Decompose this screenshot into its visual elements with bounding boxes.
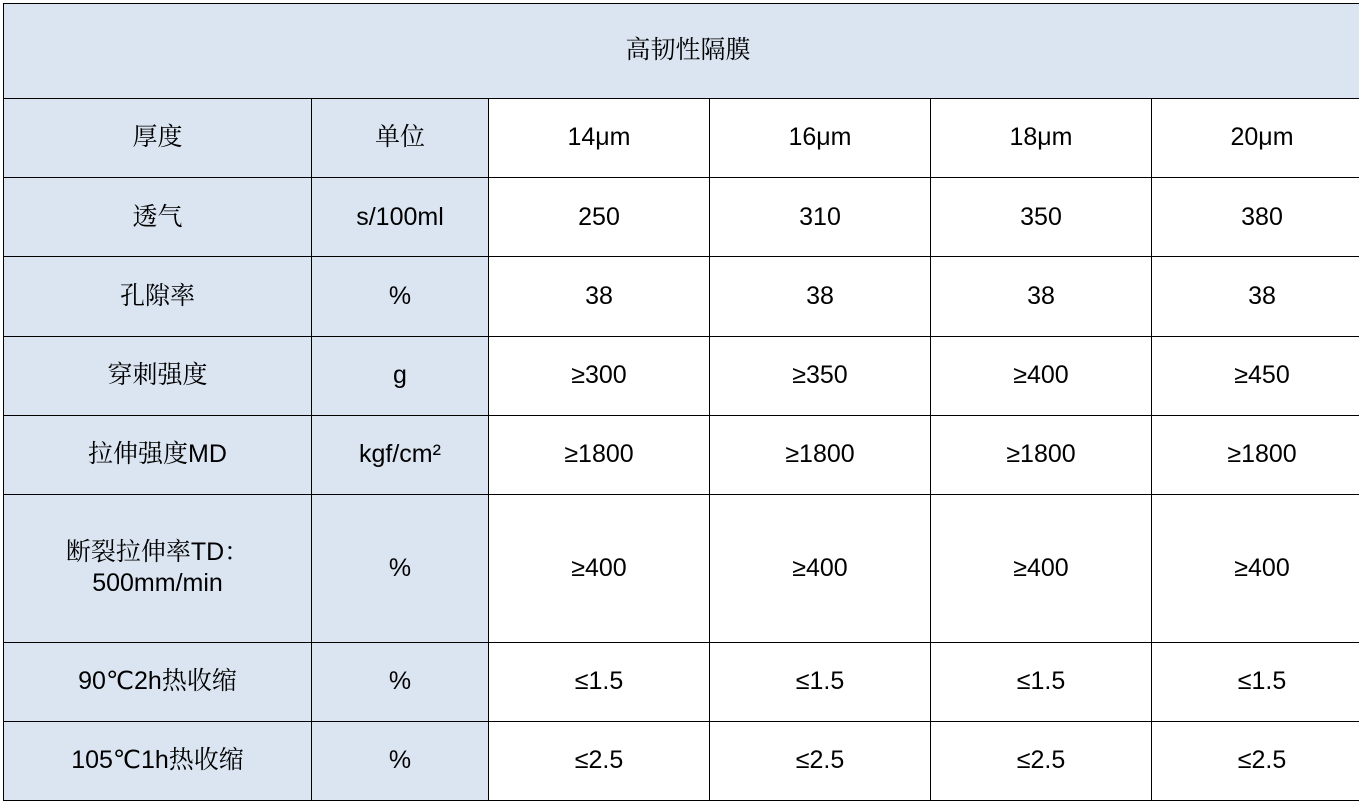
row-label: 105℃1h热收缩 xyxy=(4,721,312,800)
row-value: 38 xyxy=(710,257,931,336)
row-unit: s/100ml xyxy=(312,178,489,257)
row-label: 透气 xyxy=(4,178,312,257)
table-row xyxy=(4,336,1359,415)
row-value: ≥350 xyxy=(710,336,931,415)
row-value: ≤2.5 xyxy=(489,721,710,800)
row-label: 穿刺强度 xyxy=(4,336,312,415)
row-value: 350 xyxy=(931,178,1152,257)
row-unit: % xyxy=(312,495,489,643)
row-value: ≤2.5 xyxy=(710,721,931,800)
row-label: 孔隙率 xyxy=(4,257,312,336)
row-value: 38 xyxy=(489,257,710,336)
table-title: 高韧性隔膜 xyxy=(4,4,1359,99)
table-row xyxy=(4,642,1359,721)
row-value: ≤2.5 xyxy=(1152,721,1359,800)
table-row xyxy=(4,178,1359,257)
header-unit-label: 单位 xyxy=(312,99,489,178)
row-value: ≥1800 xyxy=(489,415,710,494)
table-row xyxy=(4,415,1359,494)
header-column-16um: 16μm xyxy=(710,99,931,178)
header-column-20um: 20μm xyxy=(1152,99,1359,178)
row-value: ≥1800 xyxy=(710,415,931,494)
table-row xyxy=(4,721,1359,800)
row-value: ≥400 xyxy=(931,336,1152,415)
row-label: 断裂拉伸率TD：500mm/min xyxy=(4,495,312,643)
table-header-row xyxy=(4,99,1359,178)
table-row xyxy=(4,257,1359,336)
header-column-18um: 18μm xyxy=(931,99,1152,178)
row-value: ≤1.5 xyxy=(710,642,931,721)
row-value: 250 xyxy=(489,178,710,257)
row-value: ≤1.5 xyxy=(489,642,710,721)
row-value: ≤2.5 xyxy=(931,721,1152,800)
row-label: 拉伸强度MD xyxy=(4,415,312,494)
row-value: ≥400 xyxy=(710,495,931,643)
row-value: ≥400 xyxy=(931,495,1152,643)
row-unit: g xyxy=(312,336,489,415)
row-value: ≥400 xyxy=(489,495,710,643)
row-value: 38 xyxy=(1152,257,1359,336)
separator-spec-table xyxy=(3,3,1359,801)
row-value: ≥1800 xyxy=(1152,415,1359,494)
row-label: 90℃2h热收缩 xyxy=(4,642,312,721)
row-value: ≥300 xyxy=(489,336,710,415)
row-value: 380 xyxy=(1152,178,1359,257)
header-thickness-label: 厚度 xyxy=(4,99,312,178)
row-value: ≥450 xyxy=(1152,336,1359,415)
row-unit: % xyxy=(312,257,489,336)
row-value: 38 xyxy=(931,257,1152,336)
row-value: ≤1.5 xyxy=(931,642,1152,721)
row-value: 310 xyxy=(710,178,931,257)
row-unit: % xyxy=(312,642,489,721)
row-unit: kgf/cm² xyxy=(312,415,489,494)
table-title-row xyxy=(4,4,1359,99)
row-unit: % xyxy=(312,721,489,800)
table-row xyxy=(4,495,1359,643)
header-column-14um: 14μm xyxy=(489,99,710,178)
row-value: ≤1.5 xyxy=(1152,642,1359,721)
row-value: ≥1800 xyxy=(931,415,1152,494)
row-value: ≥400 xyxy=(1152,495,1359,643)
